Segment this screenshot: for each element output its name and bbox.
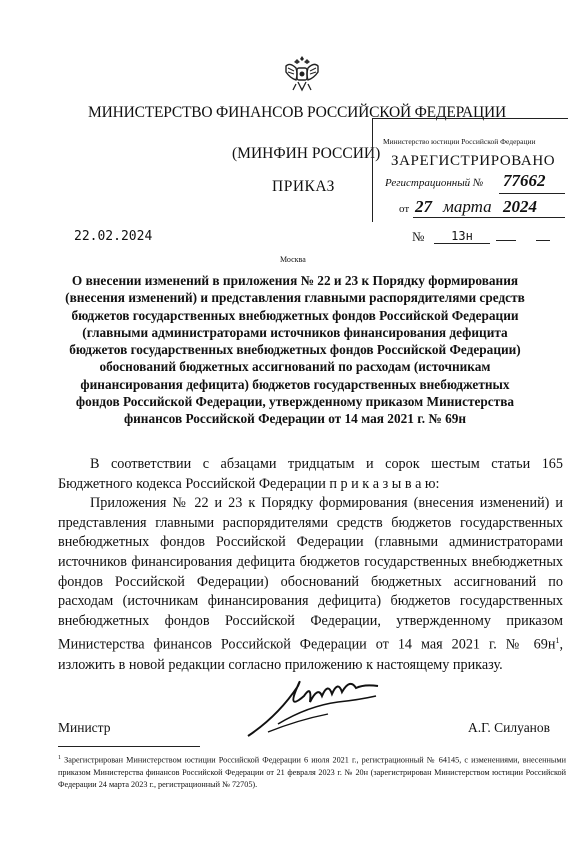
stamp-status: ЗАРЕГИСТРИРОВАНО	[391, 153, 556, 169]
stamp-reg-label: Регистрационный №	[385, 177, 484, 189]
body-paragraph	[58, 494, 563, 675]
footnote-mark: 1	[58, 755, 61, 761]
footnote-ref: 1	[555, 636, 560, 646]
footnote-divider	[58, 746, 200, 747]
body-paragraph-text: Приложения № 22 и 23 к Порядку формирования (внесения изменений) и представления главными распорядителями средств бюджетов государственных внебюджетных фондов Российской Федерации (главными администраторами источников финансирования дефицита бюджетов государственных внебюджетных фондов Российской Федерации) обоснований бюджетных ассигнований по расходам (источникам финансирования дефицита) бюджетов государственных внебюджетных фондов Российской Федерации, утвержденному приказом Министерства финансов Российской Федерации от 14 мая 2021 г. № 69н	[58, 495, 563, 654]
body-paragraph-end: , изложить в новой редакции согласно приложению к настоящему приказу.	[58, 637, 563, 673]
number-underline	[496, 240, 516, 241]
document-body	[58, 455, 563, 675]
registration-stamp	[372, 118, 568, 222]
body-paragraph: В соответствии с абзацами тридцатым и сорок шестым статьи 165 Бюджетного кодекса Российской Федерации п р и к а з ы в а ю:	[58, 456, 563, 492]
number-label: №	[412, 229, 425, 244]
number-underline	[536, 240, 550, 241]
stamp-month: марта	[443, 197, 492, 216]
city: Москва	[280, 255, 306, 264]
document-date: 22.02.2024	[74, 229, 153, 244]
document-number: 13н	[434, 229, 490, 244]
coat-of-arms-icon	[282, 52, 322, 94]
stamp-from-label: от	[399, 203, 410, 215]
document-type: ПРИКАЗ	[272, 178, 335, 195]
stamp-reg-number: 77662	[503, 171, 546, 190]
handwritten-signature	[238, 666, 388, 742]
signer-name: А.Г. Силуанов	[468, 720, 551, 735]
stamp-year: 2024	[503, 197, 537, 216]
document-title: О внесении изменений в приложения № 22 и 23 к Порядку формирования (внесения изменений) и представления главными распорядителями средств бюджетов государственных внебюджетных фондов Российской Федерации (главными администраторами источников финансирования дефицита бюджетов государственных внебюджетных фондов Российской Федерации) обоснований бюджетных ассигнований по расходам (источникам финансирования дефицита) бюджетов государственных внебюджетных фондов Российской Федерации, утвержденному приказом Министерства финансов Российской Федерации от 14 мая 2021 г. № 69н	[65, 273, 525, 427]
ministry-name: МИНИСТЕРСТВО ФИНАНСОВ РОССИЙСКОЙ ФЕДЕРАЦИИ	[88, 104, 507, 121]
footnote-text: Зарегистрирован Министерством юстиции Российской Федерации 6 июля 2021 г., регистрационный № 64145, с изменениями, внесенными приказом Министерства финансов Российской Федерации от 21 февраля 2023 г. № 20н (зарегистрирован Министерством юстиции Российской Федерации 24 марта 2023 г., регистрационный № 72705).	[58, 755, 566, 789]
stamp-ministry: Министерство юстиции Российской Федерации	[383, 137, 536, 146]
signer-position: Министр	[58, 720, 111, 735]
stamp-day: 27	[415, 197, 432, 216]
ministry-short-name: (МИНФИН РОССИИ)	[232, 145, 381, 162]
footnote	[58, 752, 566, 791]
